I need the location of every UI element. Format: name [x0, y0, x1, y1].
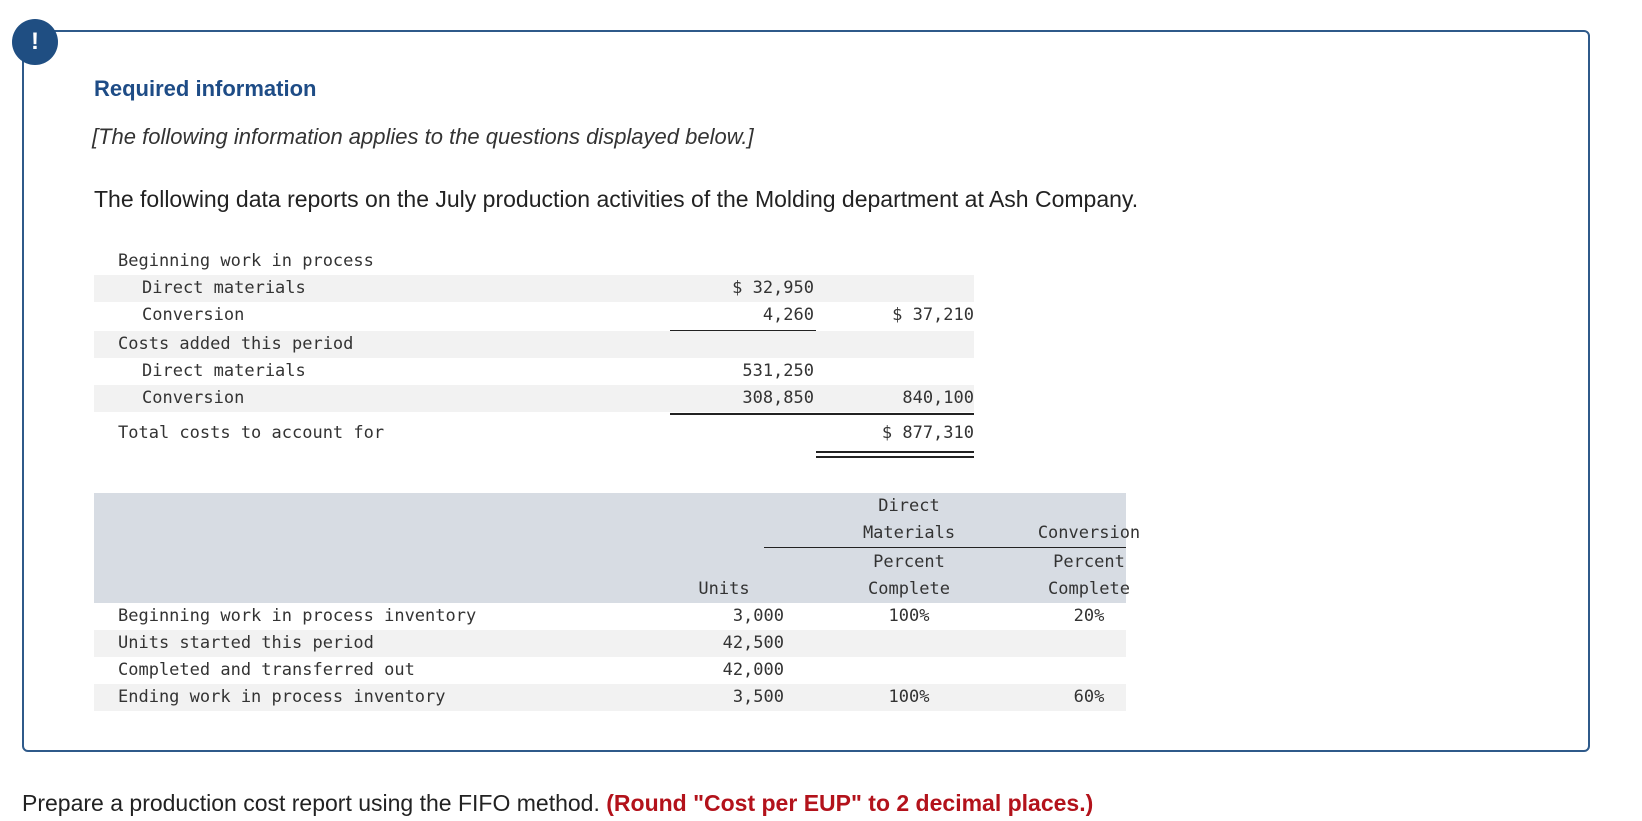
cost-row-label: Conversion [142, 388, 245, 408]
cost-row-label: Beginning work in process [118, 251, 374, 271]
units-row-units: 42,000 [722, 660, 784, 680]
cost-row [94, 358, 974, 385]
header-conv-percent: Percent [1053, 552, 1125, 572]
total-double-underline [816, 456, 974, 458]
cost-row-col2: 840,100 [902, 388, 974, 408]
units-row-label: Ending work in process inventory [118, 687, 446, 707]
header-dm-line1: Direct [878, 496, 940, 516]
header-conversion: Conversion [1037, 523, 1141, 543]
required-information-title: Required information [94, 76, 317, 101]
units-row-units: 3,000 [732, 606, 784, 626]
cost-row [94, 420, 974, 447]
cost-row-col1: 4,260 [762, 305, 814, 325]
prompt-rounding-note: (Round "Cost per EUP" to 2 decimal places.) [606, 790, 1094, 816]
cost-row-col1: 531,250 [742, 361, 814, 381]
units-row-label: Beginning work in process inventory [118, 606, 477, 626]
cost-row-col1: 308,850 [742, 388, 814, 408]
header-dm-complete: Complete [868, 579, 950, 599]
cost-row [94, 385, 974, 412]
units-row-dm: 100% [888, 606, 930, 626]
cost-row [94, 248, 974, 275]
cost-row-label: Direct materials [142, 361, 306, 381]
header-dm-line2: Materials [862, 523, 956, 543]
units-row [94, 630, 1126, 657]
cost-row-label: Direct materials [142, 278, 306, 298]
required-information-subtitle: [The following information applies to the questions displayed below.] [92, 124, 754, 149]
subtotal-underline [670, 413, 974, 415]
prompt-text: Prepare a production cost report using the FIFO method. [22, 790, 600, 816]
intro-text: The following data reports on the July production activities of the Molding department at Ash Company. [94, 186, 1139, 212]
alert-icon: ! [12, 19, 58, 65]
cost-row-label: Costs added this period [118, 334, 354, 354]
units-row [94, 684, 1126, 711]
units-row-units: 42,500 [722, 633, 784, 653]
cost-row-label: Conversion [142, 305, 245, 325]
question-prompt [22, 790, 1093, 817]
units-row-conv: 60% [1073, 687, 1105, 707]
units-row-label: Units started this period [118, 633, 374, 653]
header-dm-percent: Percent [873, 552, 945, 572]
cost-row-col2: $ 37,210 [892, 305, 974, 325]
units-row [94, 603, 1126, 630]
units-row-dm: 100% [888, 687, 930, 707]
header-rule [764, 547, 1126, 548]
cost-row [94, 331, 974, 358]
header-units: Units [698, 579, 750, 599]
units-row [94, 657, 1126, 684]
units-row-conv: 20% [1073, 606, 1105, 626]
header-conv-complete: Complete [1048, 579, 1130, 599]
cost-row [94, 275, 974, 302]
total-double-underline [816, 451, 974, 453]
units-row-units: 3,500 [732, 687, 784, 707]
cost-row-label: Total costs to account for [118, 423, 385, 443]
cost-row-col1: $ 32,950 [732, 278, 814, 298]
cost-row [94, 302, 974, 329]
units-row-label: Completed and transferred out [118, 660, 415, 680]
cost-row-col2: $ 877,310 [881, 423, 974, 443]
